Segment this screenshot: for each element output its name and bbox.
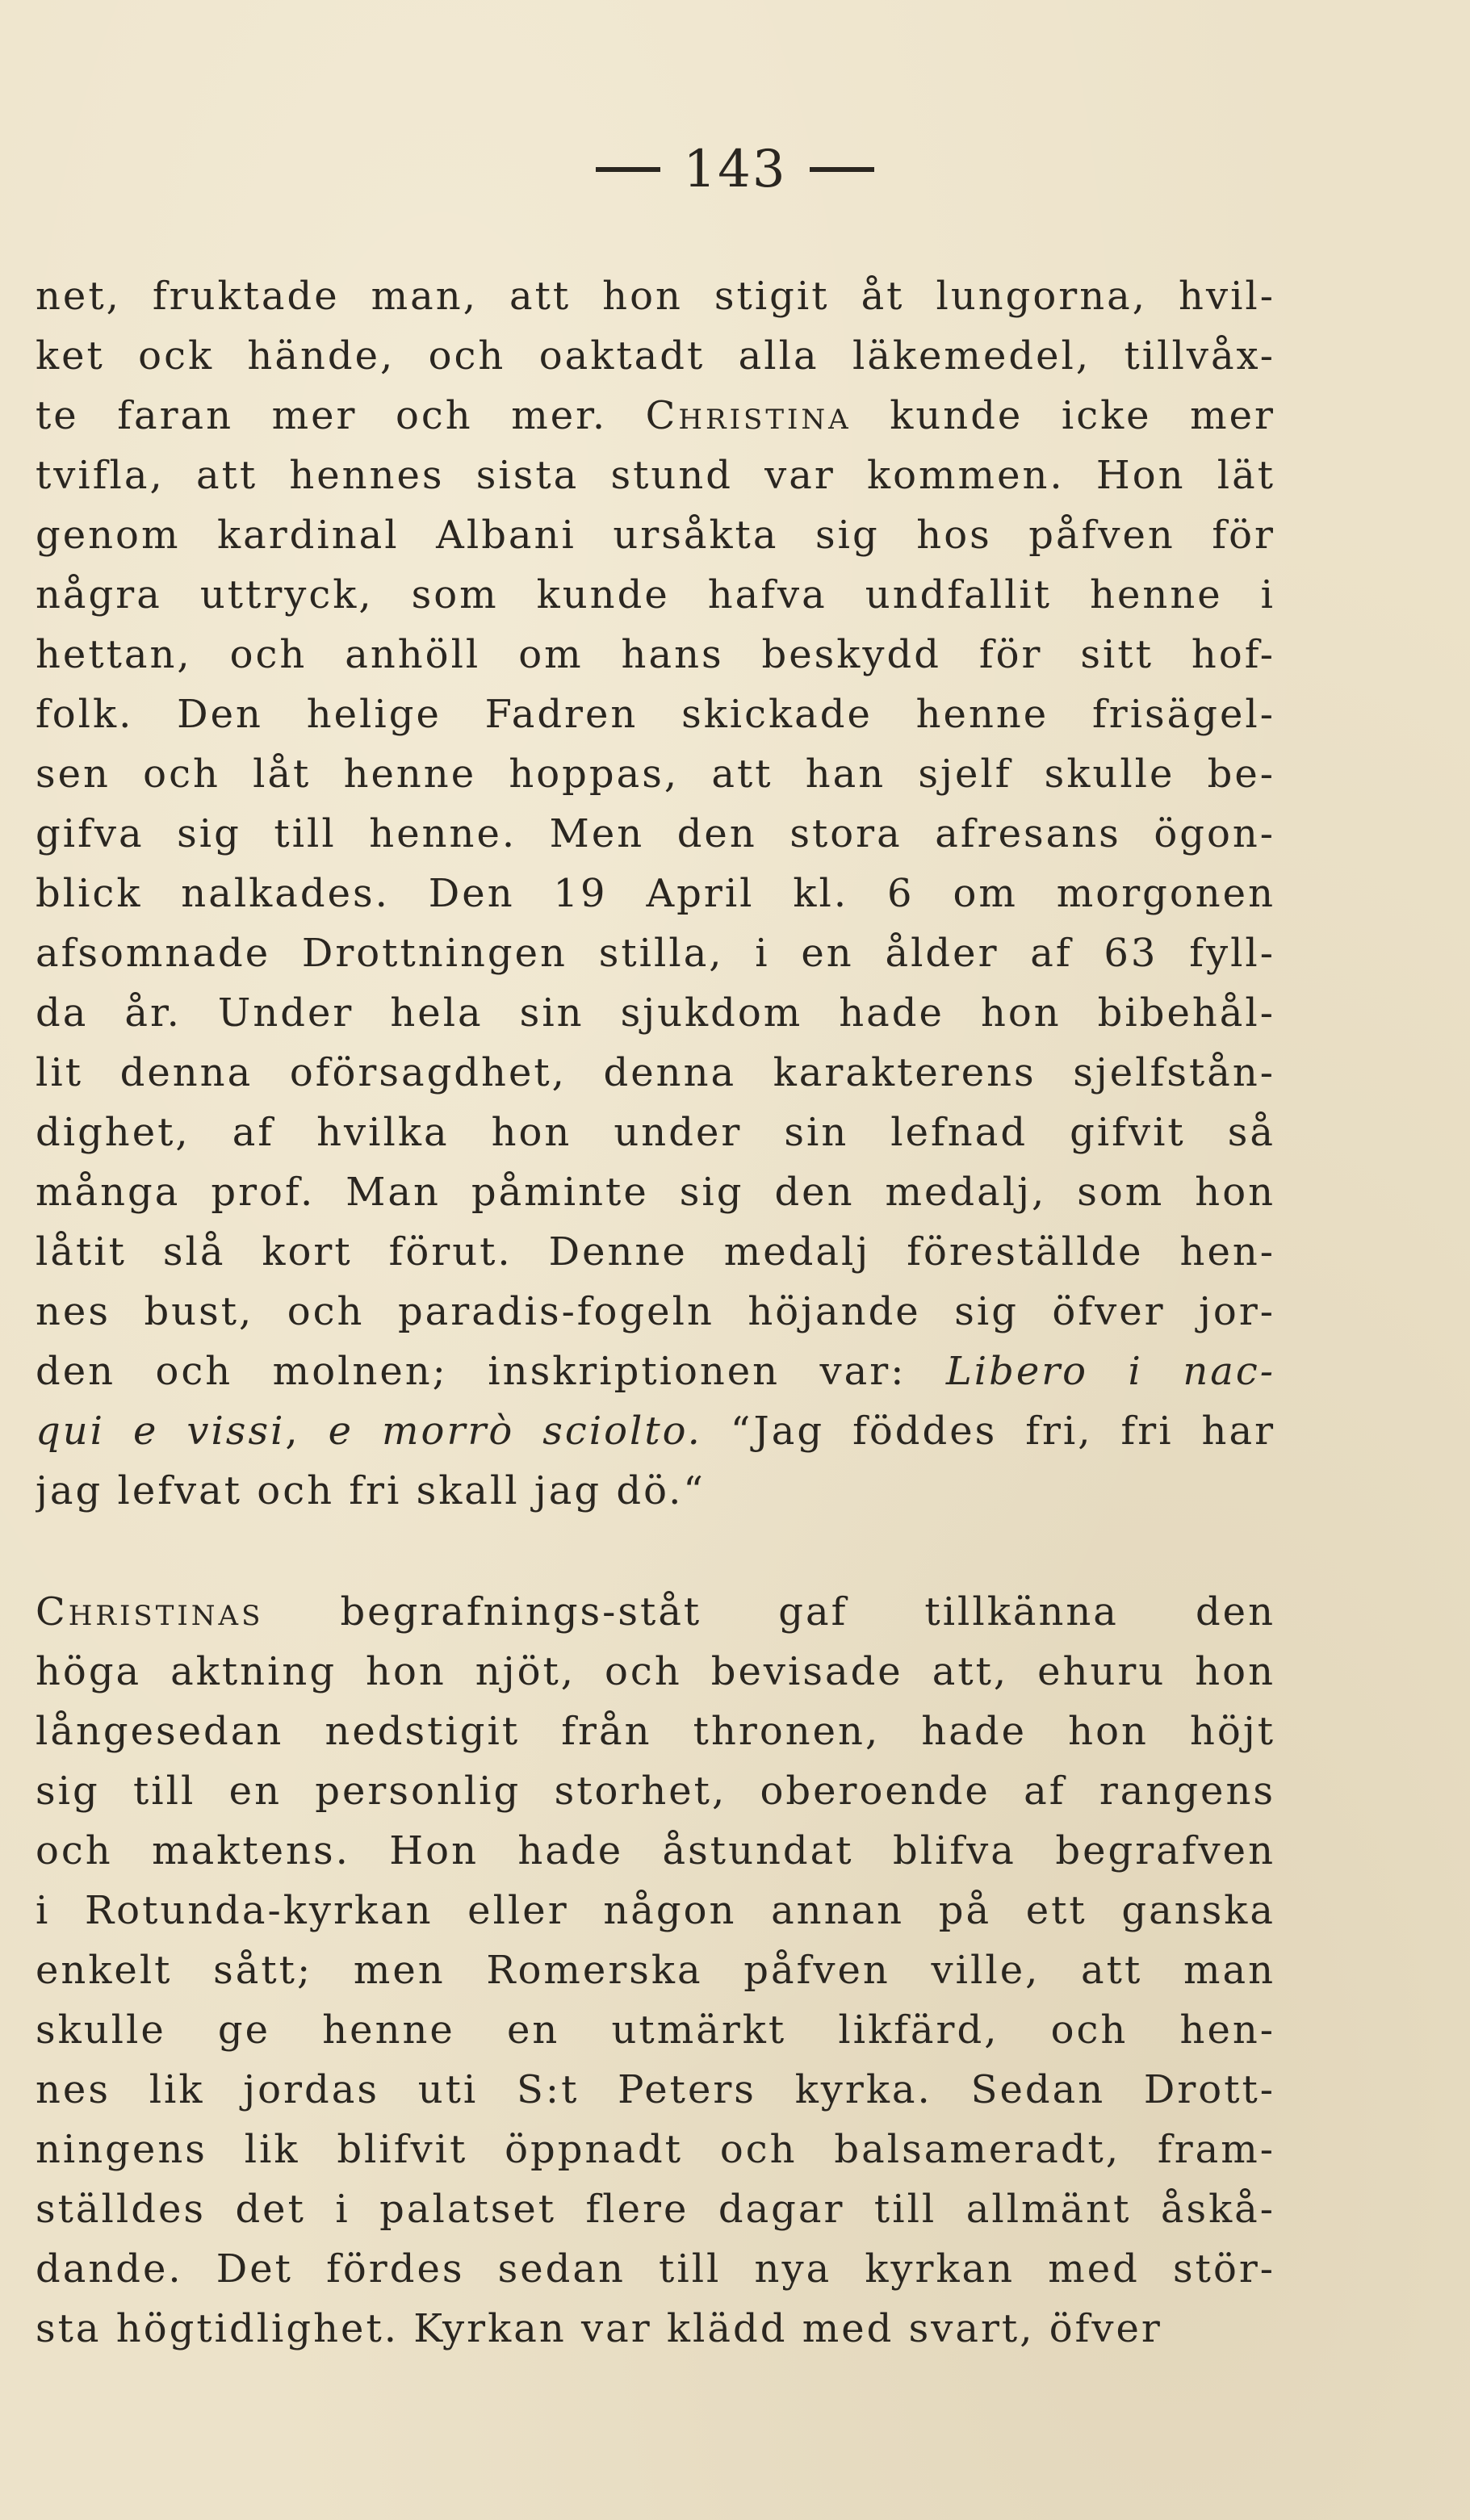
text-run: dighet, af hvilka hon under sin lefnad gifvit så	[36, 1110, 1275, 1155]
text-run: gifva sig till henne. Men den stora afresans ögon-	[36, 811, 1275, 856]
text-run: några uttryck, som kunde hafva undfallit henne i	[36, 572, 1275, 617]
paragraph-1	[36, 266, 1275, 1521]
italic-inscription: Libero i nac-	[945, 1349, 1275, 1394]
text-run: den och molnen; inskriptionen var:	[36, 1349, 946, 1394]
text-line	[36, 1401, 1275, 1461]
page-number: 143	[683, 139, 787, 199]
text-run: ningens lik blifvit öppnadt och balsameradt, fram-	[36, 2127, 1275, 2172]
text-run: sig till en personlig storhet, oberoende af rangens	[36, 1769, 1275, 1814]
text-line	[36, 2179, 1275, 2239]
text-line	[36, 1881, 1275, 1940]
text-run: sen och låt henne hoppas, att han sjelf skulle be-	[36, 751, 1275, 797]
italic-inscription: qui e vissi	[36, 1409, 286, 1454]
header-dash-left	[596, 167, 660, 172]
text-run: låtit slå kort förut. Denne medalj föreställde hen-	[36, 1229, 1275, 1275]
text-line	[36, 1702, 1275, 1761]
text-line	[36, 744, 1275, 804]
text-line	[36, 1940, 1275, 2000]
text-run: dande. Det fördes sedan till nya kyrkan med stör-	[36, 2246, 1275, 2292]
text-run: jag lefvat och fri skall jag dö.“	[36, 1468, 706, 1513]
text-line	[36, 1222, 1275, 1282]
text-line	[36, 446, 1275, 505]
text-line	[36, 804, 1275, 864]
text-run: i Rotunda-kyrkan eller någon annan på ett ganska	[36, 1888, 1275, 1933]
text-run: te faran mer och mer.	[36, 393, 646, 438]
text-run: nes lik jordas uti S:t Peters kyrka. Sedan Drott-	[36, 2067, 1275, 2112]
text-line	[36, 2239, 1275, 2299]
text-run: nes bust, och paradis-fogeln höjande sig öfver jor-	[36, 1289, 1275, 1334]
text-line	[36, 1043, 1275, 1103]
text-line	[36, 983, 1275, 1043]
text-line	[36, 2000, 1275, 2060]
text-run: blick nalkades. Den 19 April kl. 6 om morgonen	[36, 871, 1275, 916]
italic-inscription: e morrò sciolto.	[328, 1409, 702, 1454]
text-line	[36, 2120, 1275, 2179]
text-run: ställdes det i palatset flere dagar till allmänt åskå-	[36, 2187, 1275, 2232]
text-run: lit denna oförsagdhet, denna karakterens sjelfstån-	[36, 1050, 1275, 1095]
text-line	[36, 1342, 1275, 1401]
text-run: skulle ge henne en utmärkt likfärd, och hen-	[36, 2007, 1275, 2053]
text-line	[36, 505, 1275, 565]
small-caps-name: Christinas	[36, 1589, 264, 1635]
page-header	[0, 136, 1470, 199]
text-line	[36, 266, 1275, 326]
text-run: och maktens. Hon hade åstundat blifva begrafven	[36, 1828, 1275, 1873]
text-run: genom kardinal Albani ursåkta sig hos påfven för	[36, 513, 1275, 558]
text-line	[36, 1642, 1275, 1702]
text-line	[36, 565, 1275, 625]
text-line	[36, 1282, 1275, 1342]
text-run: sta högtidlighet. Kyrkan var klädd med svart, öfver	[36, 2306, 1162, 2351]
paragraph-2	[36, 1582, 1275, 2359]
text-run: net, fruktade man, att hon stigit åt lungorna, hvil-	[36, 274, 1275, 319]
text-run: kunde icke mer	[851, 393, 1275, 438]
text-run: afsomnade Drottningen stilla, i en ålder af 63 fyll-	[36, 931, 1275, 976]
text-run: enkelt sått; men Romerska påfven ville, att man	[36, 1948, 1275, 1993]
text-line	[36, 2299, 1275, 2359]
small-caps-name: Christina	[645, 393, 852, 438]
text-line	[36, 1103, 1275, 1162]
text-line	[36, 1821, 1275, 1881]
text-line	[36, 386, 1275, 446]
text-line	[36, 625, 1275, 684]
text-line	[36, 1582, 1275, 1642]
header-dash-right	[810, 167, 874, 172]
text-run: långesedan nedstigit från thronen, hade hon höjt	[36, 1709, 1275, 1754]
text-run: tvifla, att hennes sista stund var kommen. Hon lät	[36, 453, 1275, 498]
text-line	[36, 1461, 1275, 1521]
text-run: hettan, och anhöll om hans beskydd för sitt hof-	[36, 632, 1275, 677]
text-run: begrafnings-ståt gaf tillkänna den	[263, 1589, 1275, 1635]
text-run: “Jag föddes fri, fri har	[701, 1409, 1275, 1454]
text-run: ,	[285, 1409, 329, 1454]
text-run: da år. Under hela sin sjukdom hade hon bibehål-	[36, 990, 1275, 1036]
text-run: ket ock hände, och oaktadt alla läkemedel, tillvåx-	[36, 333, 1275, 379]
text-line	[36, 2060, 1275, 2120]
text-line	[36, 1162, 1275, 1222]
text-line	[36, 1761, 1275, 1821]
text-run: många prof. Man påminte sig den medalj, som hon	[36, 1170, 1275, 1215]
text-line	[36, 684, 1275, 744]
text-line	[36, 923, 1275, 983]
text-line	[36, 864, 1275, 923]
text-line	[36, 326, 1275, 386]
text-run: höga aktning hon njöt, och bevisade att, ehuru hon	[36, 1649, 1275, 1694]
text-run: folk. Den helige Fadren skickade henne frisägel-	[36, 692, 1275, 737]
